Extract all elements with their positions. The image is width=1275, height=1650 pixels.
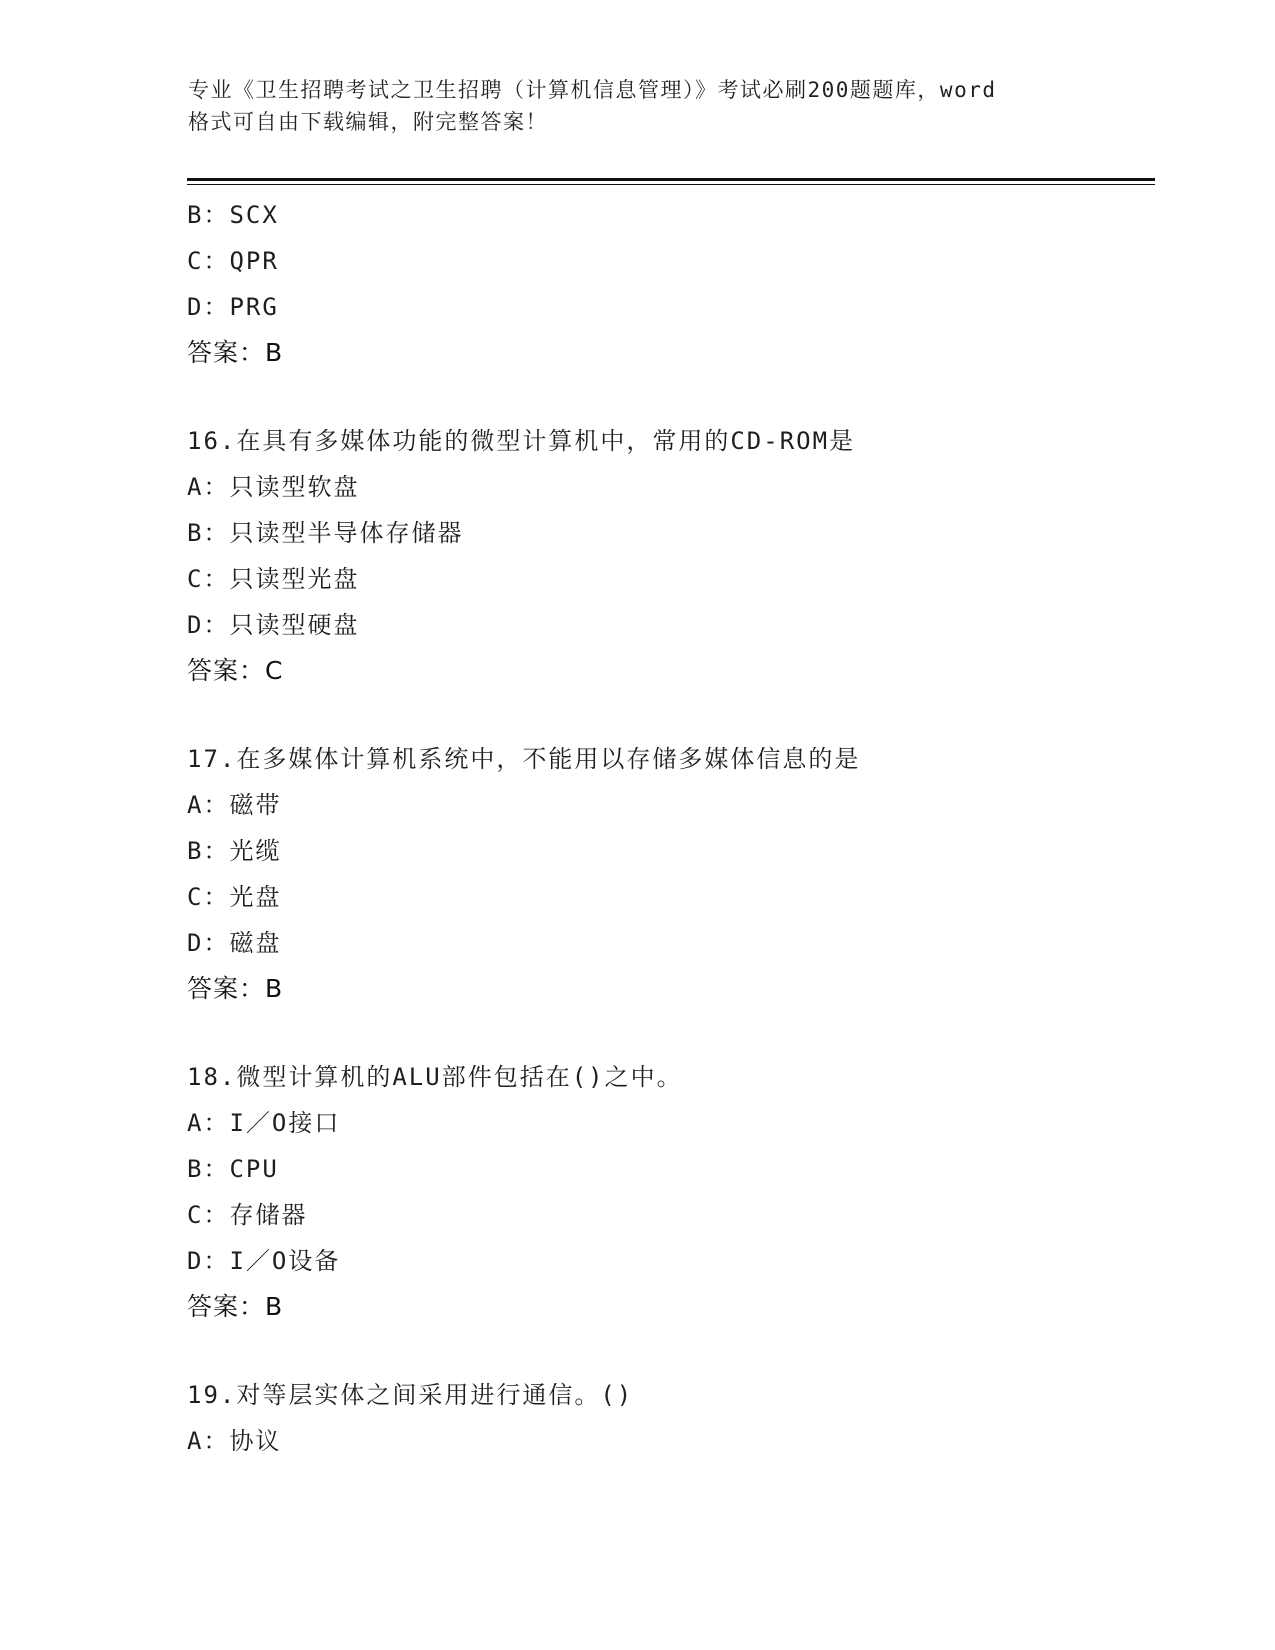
- question-16: [187, 418, 1147, 694]
- option-a: A：只读型软盘: [187, 473, 360, 501]
- option-c: C：存储器: [187, 1201, 308, 1229]
- option-d: D：I／O设备: [187, 1247, 341, 1275]
- answer-line: 答案：B: [187, 974, 284, 1003]
- question-19: [187, 1372, 1147, 1464]
- option-a: A：协议: [187, 1427, 282, 1455]
- option-b: B：光缆: [187, 837, 282, 865]
- option-a: A：磁带: [187, 791, 282, 819]
- option-b: B：只读型半导体存储器: [187, 519, 464, 547]
- header-divider-thin: [187, 184, 1155, 185]
- option-d: D：PRG: [187, 293, 279, 321]
- document-header: [188, 74, 1088, 138]
- question-list: [187, 192, 1147, 1464]
- answer-line: 答案：B: [187, 338, 284, 367]
- header-divider-thick: [187, 178, 1155, 181]
- header-line-1: 专业《卫生招聘考试之卫生招聘（计算机信息管理）》考试必刷200题题库，word: [188, 78, 997, 102]
- question-stem: 18.微型计算机的ALU部件包括在()之中。: [187, 1063, 683, 1091]
- option-c: C：只读型光盘: [187, 565, 360, 593]
- option-c: C：QPR: [187, 247, 279, 275]
- option-b: B：CPU: [187, 1155, 279, 1183]
- option-c: C：光盘: [187, 883, 282, 911]
- continued-question: [187, 192, 1147, 376]
- question-stem: 16.在具有多媒体功能的微型计算机中，常用的CD-ROM是: [187, 427, 856, 455]
- option-a: A：I／O接口: [187, 1109, 341, 1137]
- option-d: D：只读型硬盘: [187, 611, 360, 639]
- question-stem: 19.对等层实体之间采用进行通信。(): [187, 1381, 634, 1409]
- question-17: [187, 736, 1147, 1012]
- question-18: [187, 1054, 1147, 1330]
- question-stem: 17.在多媒体计算机系统中，不能用以存储多媒体信息的是: [187, 745, 861, 773]
- answer-line: 答案：B: [187, 1292, 284, 1321]
- option-b: B：SCX: [187, 201, 279, 229]
- header-line-2: 格式可自由下载编辑，附完整答案！: [188, 110, 548, 134]
- answer-line: 答案：C: [187, 656, 284, 685]
- option-d: D：磁盘: [187, 929, 282, 957]
